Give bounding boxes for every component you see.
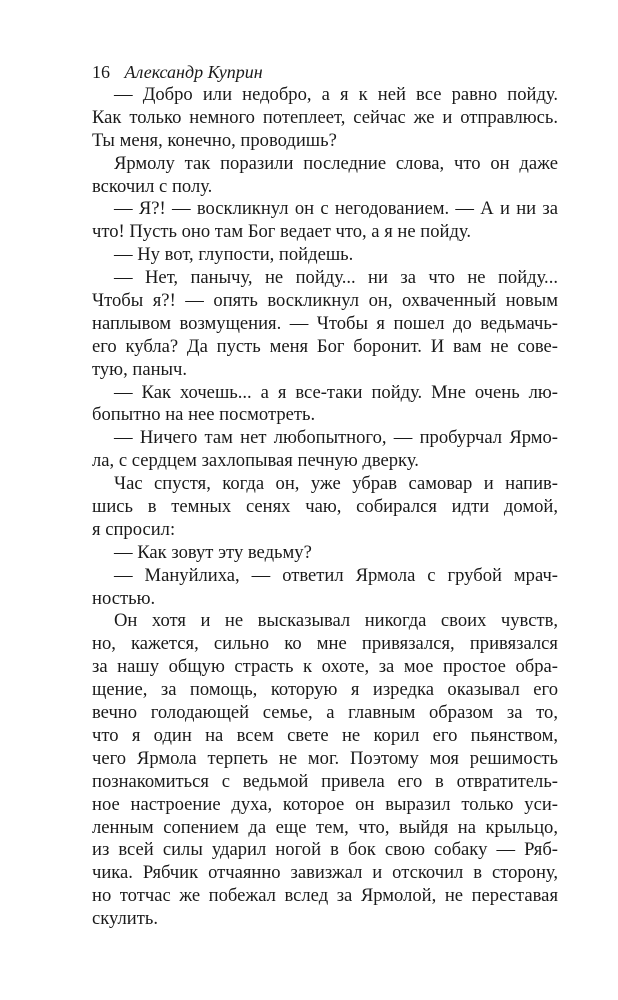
text-line: Ты меня, конечно, проводишь? [92, 129, 337, 151]
text-line: — Добро или недобро, а я к ней все равно пойду. [114, 84, 558, 105]
text-line: его кубла? Да пусть меня Бог боронит. И вам не сове- [92, 335, 558, 357]
text-line: но, кажется, сильно ко мне привязался, привязался [92, 633, 558, 655]
text-line: ленным сопением да еще тем, что, выйдя на крыльцо, [92, 816, 558, 838]
text-line: наплывом возмущения. — Чтобы я пошел до ведьмачь- [92, 312, 558, 334]
text-line: но тотчас же побежал вслед за Ярмолой, не переставая [92, 885, 558, 907]
text-line: щение, за помощь, которую я изредка оказывал его [92, 679, 558, 701]
text-line: за нашу общую страсть к охоте, за мое простое обра- [92, 656, 558, 678]
text-line: скулить. [92, 908, 158, 930]
text-line: я спросил: [92, 518, 176, 540]
text-line: — Как зовут эту ведьму? [114, 541, 312, 563]
text-line: вечно голодающей семье, а главным образом за то, [92, 702, 558, 724]
text-line: тую, паныч. [92, 358, 188, 380]
text-line: — Ну вот, глупости, пойдешь. [114, 244, 354, 266]
text-line: шись в темных сенях чаю, собирался идти домой, [92, 496, 558, 518]
running-title: Александр Куприн [124, 62, 263, 82]
text-line: — Мануйлиха, — ответил Ярмола с грубой мрач- [114, 564, 558, 586]
text-line: познакомиться с ведьмой привела его в отвратитель- [92, 770, 558, 792]
text-line: — Нет, панычу, не пойду... ни за что не пойду... [114, 267, 558, 289]
text-line: — Ничего там нет любопытного, — пробурчал Ярмо- [114, 427, 558, 449]
text-line: — Как хочешь... а я все-таки пойду. Мне очень лю- [114, 381, 558, 403]
text-line: из всей силы ударил ногой в бок свою собаку — Ряб- [92, 839, 558, 861]
page-number: 16 [92, 62, 110, 82]
text-line: ностью. [92, 587, 156, 609]
text-line: Он хотя и не высказывал никогда своих чувств, [114, 610, 558, 632]
text-line: бопытно на нее посмотреть. [92, 404, 316, 426]
text-line: ное настроение духа, которое он выразил только уси- [92, 793, 558, 815]
book-page [92, 60, 558, 931]
text-line: Час спустя, когда он, уже убрав самовар и напив- [114, 473, 558, 495]
text-line: Как только немного потеплеет, сейчас же и отправлюсь. [92, 106, 558, 128]
body-text [92, 84, 558, 931]
text-line: чего Ярмола терпеть не мог. Поэтому моя решимость [92, 747, 558, 769]
text-line: ла, с сердцем захлопывая печную дверку. [92, 450, 419, 472]
text-line: — Я?! — воскликнул он с негодованием. — А и ни за [114, 198, 558, 220]
text-line: что! Пусть оно там Бог ведает что, а я не пойду. [92, 221, 472, 243]
text-line: чика. Рябчик отчаянно завизжал и отскочил в сторону, [92, 862, 558, 884]
text-line: что я один на всем свете не корил его пьянством, [92, 724, 558, 746]
text-line: вскочил с полу. [92, 175, 213, 197]
page-header [92, 60, 558, 84]
text-line: Чтобы я?! — опять воскликнул он, охваченный новым [92, 290, 558, 312]
text-line: Ярмолу так поразили последние слова, что он даже [114, 152, 558, 174]
